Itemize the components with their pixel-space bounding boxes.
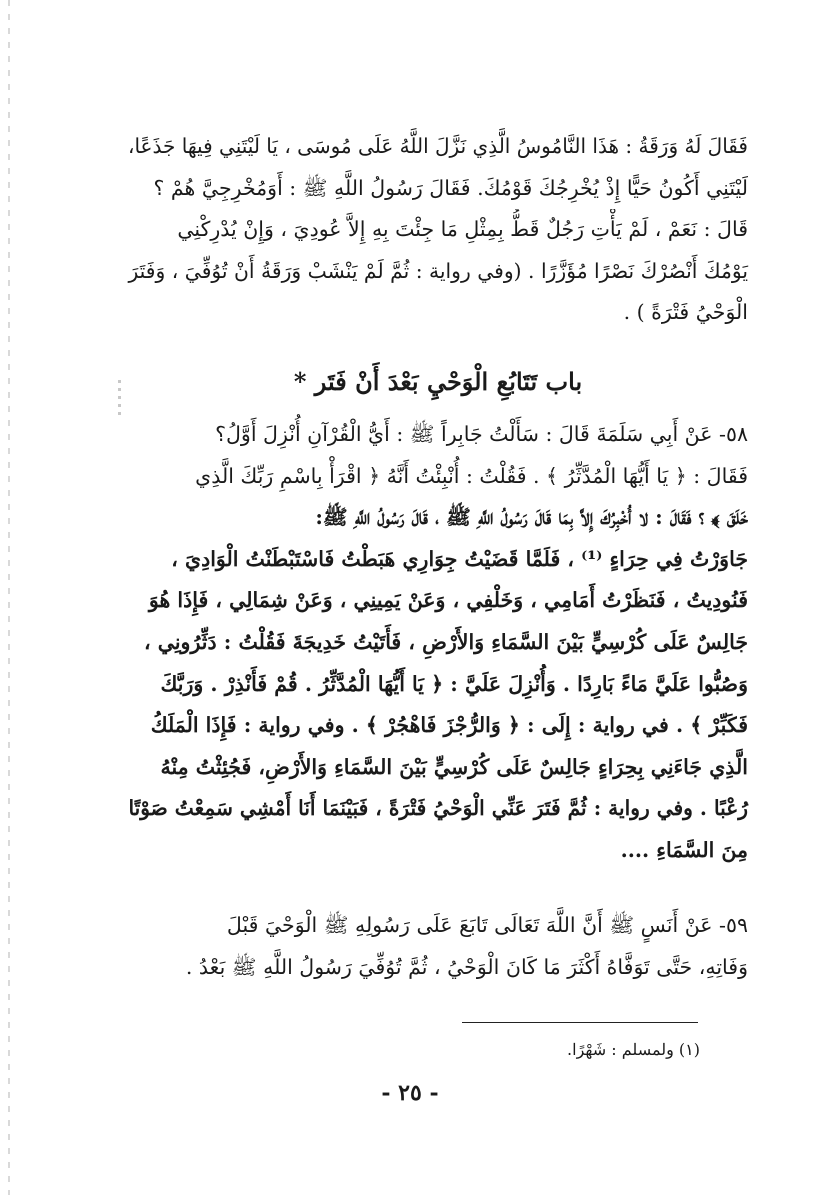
scan-edge-artifact — [8, 0, 10, 1195]
text-line: ٥٨- عَنْ أَبِي سَلَمَةَ قَالَ : سَأَلْتُ جَابِراً ﷺ : أَيُّ الْقُرْآنِ أُنْزِلَ أَوَّلُ؟ — [215, 422, 748, 446]
intro-paragraph — [128, 126, 748, 334]
footnote: (١) ولمسلم : شَهْرًا. — [567, 1040, 700, 1059]
scan-dust-artifact — [118, 380, 121, 420]
footnote-divider — [462, 1022, 698, 1023]
text-line: ٥٩- عَنْ أَنَسٍ ﷺ أَنَّ اللَّهَ تَعَالَى تَابَعَ عَلَى رَسُولِهِ ﷺ الْوَحْيَ قَبْلَ — [226, 913, 748, 937]
text-line: قَالَ : نَعَمْ ، لَمْ يَأْتِ رَجُلٌ قَطُّ بِمِثْلِ مَا جِئْتَ بِهِ إِلاَّ عُودِيَ ، وَإِنْ يُدْرِكْنِي — [177, 217, 748, 242]
text-line: جَاوَرْتُ فِي حِرَاءٍ ⁽¹⁾ ، فَلَمَّا قَضَيْتُ جِوَارِي هَبَطْتُ فَاسْتَبْطَنْتُ الْوَادِيَ ، — [171, 546, 748, 571]
text-line: فَقَالَ لَهُ وَرَقَةُ : هَذَا النَّامُوسُ الَّذِي نَزَّلَ اللَّهُ عَلَى مُوسَى ، يَا لَيْتَنِي فِيهَا جَذَعًا، — [127, 134, 749, 158]
text-line: وَفَاتِهِ، حَتَّى تَوَفَّاهُ أَكْثَرَ مَا كَانَ الْوَحْيُ ، ثُمَّ تُوُفِّيَ رَسُولُ اللَّهِ ﷺ بَعْدُ . — [185, 954, 748, 979]
text-line: جَالِسٌ عَلَى كُرْسِيٍّ بَيْنَ السَّمَاءِ وَالأَرْضِ ، فَأَتَيْتُ خَدِيجَةَ فَقُلْتُ : دَثِّرُونِي ، — [144, 629, 748, 654]
text-line: وَصُبُّوا عَلَيَّ مَاءً بَارِدًا . وَأُنْزِلَ عَلَيَّ : ﴿ يَا أَيُّهَا الْمُدَّثِّرُ . قُمْ فَأَنْذِرْ . وَرَبَّكَ — [160, 671, 748, 696]
text-line: خَلَقَ ﴾ ؟ فَقَالَ : لا أُخْبِرُكَ إِلاَّ بِمَا قَالَ رَسُولُ اللَّهِ ﷺ ، قَالَ رَسُولُ اللَّهِ ﷺ: — [315, 505, 748, 530]
text-line: فَنُودِيتُ ، فَنَظَرْتُ أَمَامِي ، وَخَلْفِي ، وَعَنْ يَمِينِي ، وَعَنْ شِمَالِي ، فَإِذَا هُوَ — [148, 588, 748, 613]
text-line: فَقَالَ : ﴿ يَا أَيُّهَا الْمُدَّثِّرُ ﴾ . فَقُلْتُ : أُنْبِئْتُ أَنَّهُ ﴿ اقْرَأْ بِاسْمِ رَبِّكَ الَّذِي — [195, 463, 748, 488]
hadith-58 — [128, 414, 748, 872]
text-line: مِنَ السَّمَاءِ .... — [620, 837, 748, 862]
hadith-59 — [128, 905, 748, 988]
chapter-heading: باب تَتَابُعِ الْوَحْيِ بَعْدَ أَنْ فَتَر * — [293, 367, 583, 396]
text-line: فَكَبِّرْ ﴾ . في رواية : إِلَى : ﴿ وَالرُّجْزَ فَاهْجُرْ ﴾ . وفي رواية : فَإِذَا الْمَلَكُ — [150, 713, 748, 738]
text-line: الَّذِي جَاءَنِي بِحِرَاءٍ جَالِسٌ عَلَى كُرْسِيٍّ بَيْنَ السَّمَاءِ وَالأَرْضِ، فَجُئِثْتُ مِنْهُ — [160, 754, 748, 779]
text-line: يَوْمُكَ أَنْصُرْكَ نَصْرًا مُؤَزَّرًا . (وفي رواية : ثُمَّ لَمْ يَنْشَبْ وَرَقَةُ أَنْ تُوُفِّيَ ، وَفَتَرَ — [128, 258, 749, 283]
page-number: - ٢٥ - — [381, 1080, 439, 1106]
text-line: لَيْتَنِي أَكُونُ حَيًّا إِذْ يُخْرِجُكَ قَوْمُكَ. فَقَالَ رَسُولُ اللَّهِ ﷺ : أَوَمُخْرِجِيَّ هُمْ ؟ — [153, 175, 748, 200]
text-line: رُعْبًا . وفي رواية : ثُمَّ فَتَرَ عَنِّي الْوَحْيُ فَتْرَةً ، فَبَيْنَمَا أَنَا أَمْشِي سَمِعْتُ صَوْتًا — [128, 796, 748, 821]
text-line: الْوَحْيُ فَتْرَةً ) . — [623, 300, 748, 325]
